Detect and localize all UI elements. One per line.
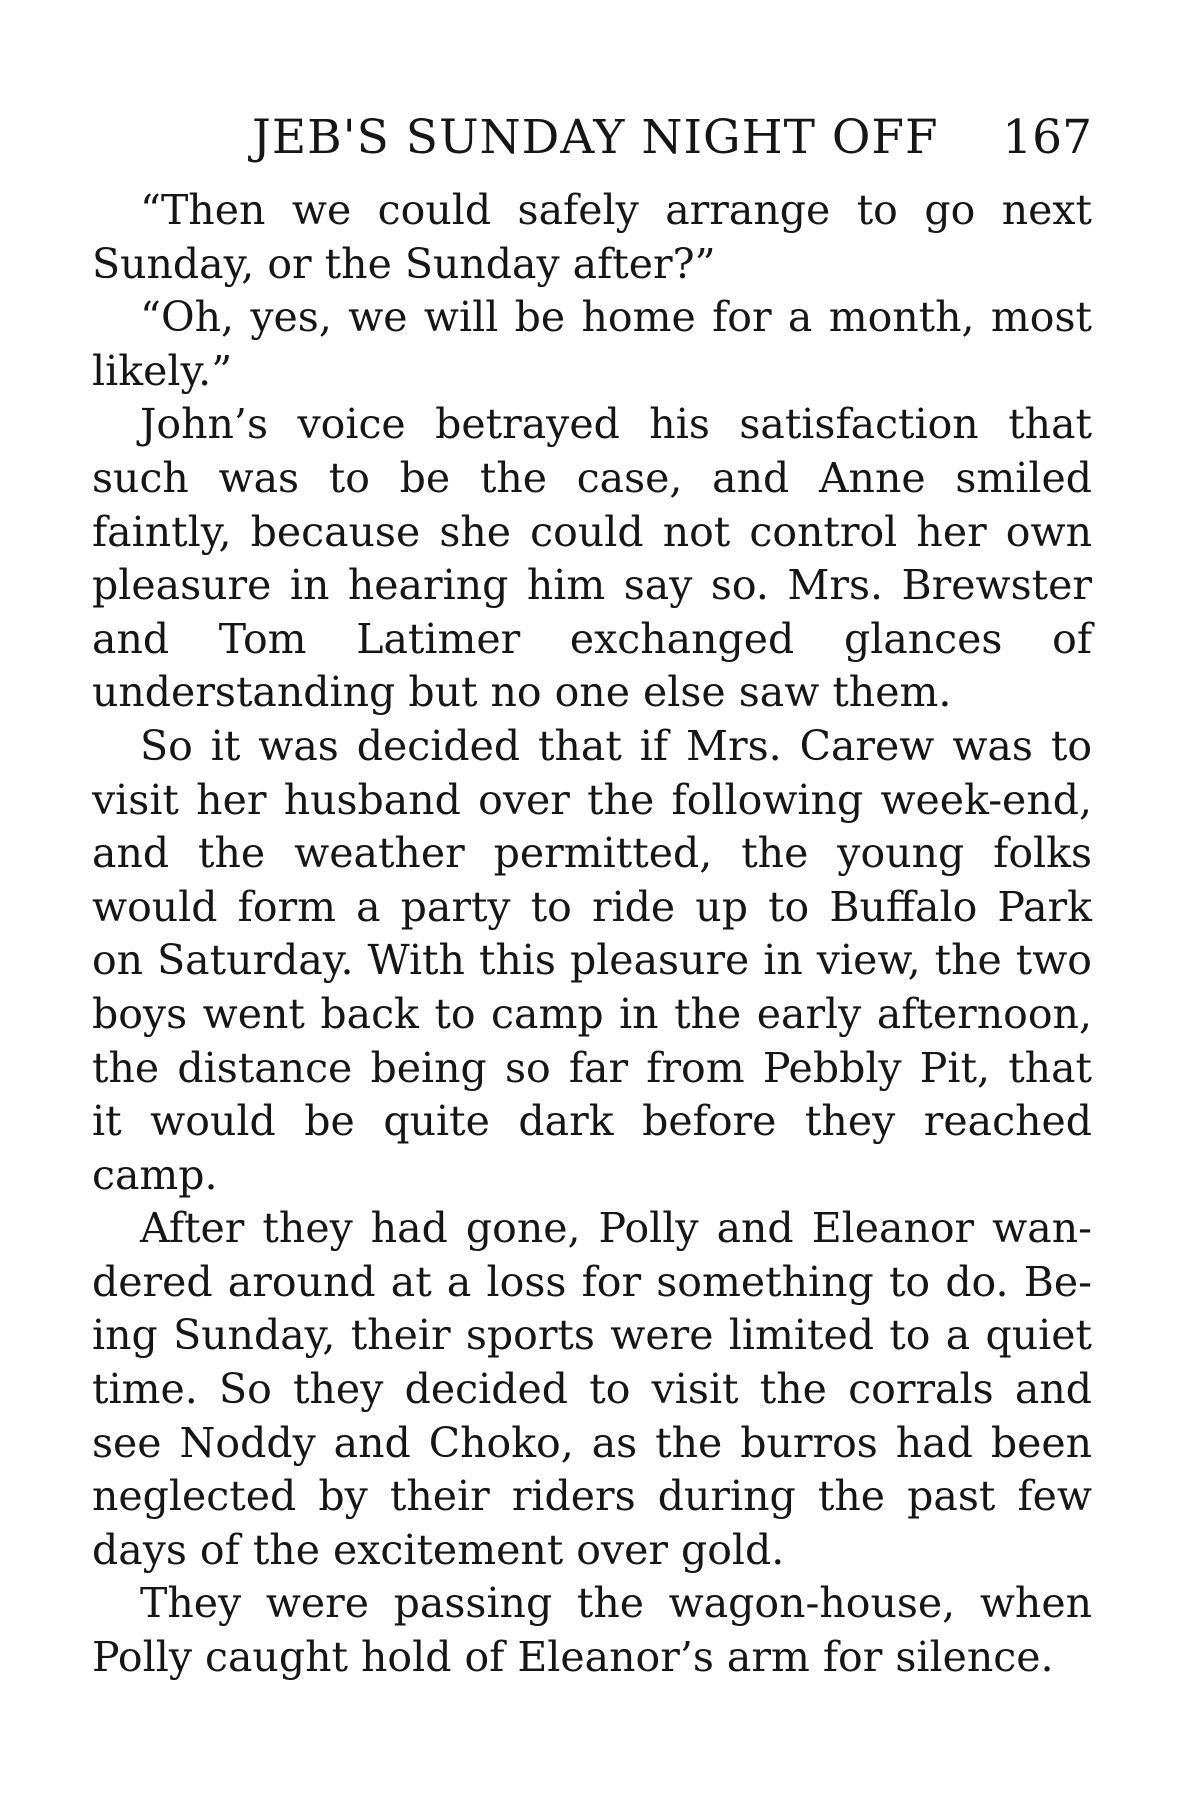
paragraph: “Oh, yes, we will be home for a month, most likely.” bbox=[92, 293, 1092, 395]
page-number: 167 bbox=[1002, 110, 1092, 165]
paragraph: John’s voice betrayed his satisfaction that such was to be the case, and Anne smiled faintly, because she could not control her own pleasure in hearing him say so. Mrs. Brewster and Tom Latimer exchanged glances of understanding but no one else saw them. bbox=[92, 400, 1092, 717]
body-text bbox=[92, 184, 1092, 1685]
running-head bbox=[92, 108, 1092, 178]
paragraph: After they had gone, Polly and Eleanor wandered around at a loss for something to do. Being Sunday, their sports were limited to a quiet time. So they decided to visit the corrals and see Noddy and Choko, as the burros had been neglected by their riders during the past few days of the excitement over gold. bbox=[92, 1204, 1092, 1574]
paragraph: So it was decided that if Mrs. Carew was to visit her husband over the following week-end, and the weather permitted, the young folks would form a party to ride up to Buffalo Park on Saturday. With this pleasure in view, the two boys went back to camp in the early afternoon, the distance being so far from Pebbly Pit, that it would be quite dark before they reached camp. bbox=[92, 721, 1092, 1199]
paragraph: They were passing the wagon-house, when Polly caught hold of Eleanor’s arm for silence. bbox=[92, 1579, 1092, 1682]
paragraph: “Then we could safely arrange to go next Sunday, or the Sunday after?” bbox=[92, 186, 1092, 288]
running-title: JEB'S SUNDAY NIGHT OFF bbox=[252, 110, 939, 165]
